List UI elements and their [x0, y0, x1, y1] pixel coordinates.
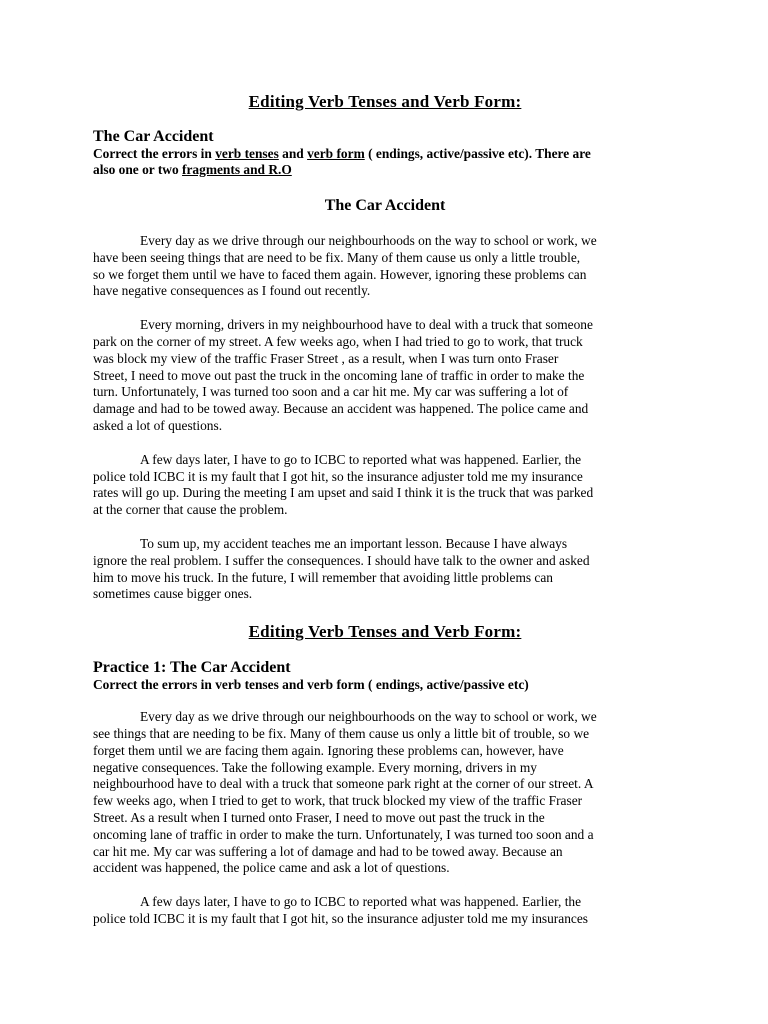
section2-subtitle: Practice 1: The Car Accident [93, 659, 291, 677]
paragraph-line: forget them until we are facing them again. Ignoring these problems can, however, have [93, 742, 564, 758]
section1-paragraph-2 [93, 317, 677, 435]
section1-instructions: Correct the errors in verb tenses and verb form ( endings, active/passive etc). There are also one or two fragments and R.O [93, 146, 591, 177]
paragraph-line: Street. As a result when I turned onto Fraser, I need to move out past the truck in the [93, 809, 545, 825]
paragraph-line: at the corner that cause the problem. [93, 502, 288, 518]
paragraph-line: police told ICBC it is my fault that I got hit, so the insurance adjuster told me my insurance [93, 468, 583, 484]
paragraph-line: rates will go up. During the meeting I am upset and said I think it is the truck that was parked [93, 485, 594, 501]
section1-title: Editing Verb Tenses and Verb Form: [248, 92, 522, 111]
paragraph-line: have negative consequences as I found out recently. [93, 283, 371, 299]
section2-paragraph-2 [93, 894, 677, 928]
paragraph-line: park on the corner of my street. A few weeks ago, when I had tried to go to work, that truck [93, 333, 583, 349]
section2-title: Editing Verb Tenses and Verb Form: [248, 622, 522, 642]
paragraph-line: accident was happened, the police came and ask a lot of questions. [93, 860, 450, 876]
paragraph-line: Every morning, drivers in my neighbourhood have to deal with a truck that someone [140, 317, 593, 333]
section1-paragraph-3 [93, 452, 677, 519]
paragraph-line: asked a lot of questions. [93, 417, 223, 433]
underline-verb-tenses: verb tenses [215, 146, 279, 161]
paragraph-line: neighbourhood have to deal with a truck that someone park right at the corner of our street. A [93, 776, 594, 792]
paragraph-line: Every day as we drive through our neighbourhoods on the way to school or work, we [140, 233, 597, 248]
section2-instructions: Correct the errors in verb tenses and verb form ( endings, active/passive etc) [93, 677, 529, 693]
paragraph-line: so we forget them until we have to faced them again. However, ignoring these problems can [93, 266, 587, 282]
paragraph-line: police told ICBC it is my fault that I got hit, so the insurance adjuster told me my insurances [93, 910, 588, 926]
underline-fragments: fragments and R.O [182, 162, 292, 177]
paragraph-line: turn. Unfortunately, I was turned too soon and a car hit me. My car was suffering a lot of [93, 384, 569, 400]
paragraph-line: A few days later, I have to go to ICBC to reported what was happened. Earlier, the [140, 451, 582, 467]
section1-paragraph-1 [93, 233, 677, 300]
paragraph-line: ignore the real problem. I suffer the consequences. I should have talk to the owner and asked [93, 552, 590, 568]
section1-center-heading: The Car Accident [324, 197, 446, 214]
section1-paragraph-4 [93, 536, 677, 603]
paragraph-line: To sum up, my accident teaches me an important lesson. Because I have always [140, 535, 568, 551]
paragraph-line: oncoming lane of traffic in order to make the turn. Unfortunately, I was turned too soon and a [93, 826, 594, 842]
paragraph-line: was block my view of the traffic Fraser Street , as a result, when I was turn onto Fraser [93, 350, 559, 366]
paragraph-line: damage and had to be towed away. Because an accident was happened. The police came and [93, 401, 589, 417]
paragraph-line: car hit me. My car was suffering a lot of damage and had to be towed away. Because an [93, 843, 563, 859]
paragraph-line: him to move his truck. In the future, I will remember that avoiding little problems can [93, 569, 554, 585]
paragraph-line: see things that are needing to be fix. Many of them cause us only a little bit of trouble, so we [93, 725, 590, 741]
document-content [93, 92, 677, 928]
paragraph-line: negative consequences. Take the following example. Every morning, drivers in my [93, 759, 537, 775]
paragraph-line: Every day as we drive through our neighbourhoods on the way to school or work, we [140, 709, 597, 725]
section1-subtitle: The Car Accident [93, 128, 214, 145]
section2-paragraph-1 [93, 709, 677, 877]
paragraph-line: Street, I need to move out past the truck in the oncoming lane of traffic in order to make the [93, 367, 585, 383]
paragraph-line: A few days later, I have to go to ICBC to reported what was happened. Earlier, the [140, 894, 582, 910]
paragraph-line: sometimes cause bigger ones. [93, 586, 253, 602]
underline-verb-form: verb form [307, 146, 365, 161]
paragraph-line: have been seeing things that are need to be fix. Many of them cause us only a little trouble, [93, 249, 581, 265]
paragraph-line: few weeks ago, when I tried to get to work, that truck blocked my view of the traffic Fraser [93, 793, 583, 809]
